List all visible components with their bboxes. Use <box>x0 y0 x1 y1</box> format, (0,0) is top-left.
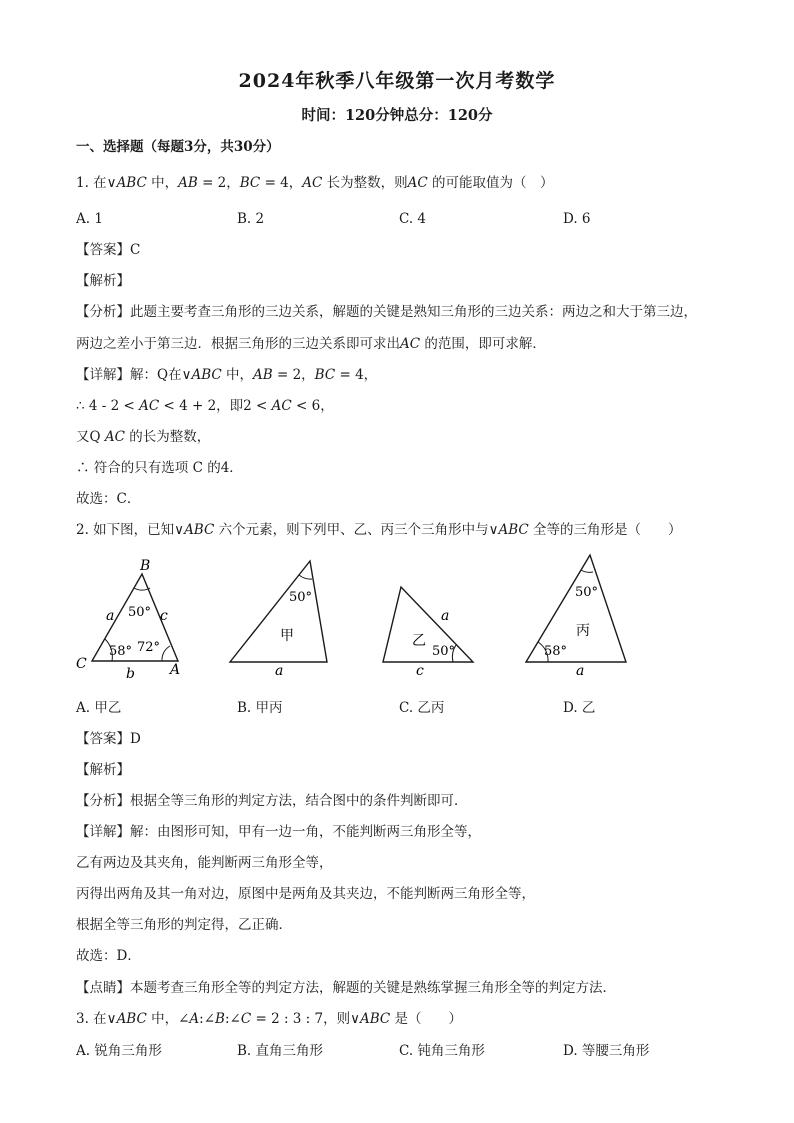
vertex-b-label: B <box>140 558 151 574</box>
angle-a-value: 72° <box>137 640 161 655</box>
q2-answer: 【答案】D <box>76 731 141 747</box>
q1-option-b: B. 2 <box>237 211 265 227</box>
yi-angle-value: 50° <box>432 644 456 659</box>
q2-detail-line3: 丙得出两角及其一角对边，原图中是两角及其夹边，不能判断两三角形全等， <box>76 886 535 902</box>
q1-option-d: D. 6 <box>563 211 591 227</box>
yi-side-a-label: a <box>441 608 450 624</box>
q2-option-d: D. 乙 <box>563 700 596 716</box>
q1-stem: 1. 在∨ABC 中，AB = 2，BC = 4，AC 长为整数，则AC 的可能取值为（ ） <box>76 175 554 191</box>
q2-option-c: C. 乙丙 <box>399 700 445 716</box>
q3-stem: 3. 在∨ABC 中，∠A:∠B:∠C = 2 : 3 : 7，则∨ABC 是（ ） <box>76 1011 463 1027</box>
q1-option-c: C. 4 <box>399 211 427 227</box>
side-a-label: a <box>106 608 115 624</box>
q3-option-d: D. 等腰三角形 <box>563 1043 650 1059</box>
q1-answer: 【答案】C <box>76 242 141 258</box>
triangle-jia-shape <box>230 561 327 662</box>
triangle-yi-shape <box>383 587 473 662</box>
q1-option-a: A. 1 <box>76 211 103 227</box>
q1-conclusion: 故选：C． <box>76 491 141 507</box>
triangle-bing <box>526 555 626 679</box>
bing-side-label: a <box>576 663 585 679</box>
q1-detail-line2: ∴ 4 - 2 < AC < 4 + 2，即2 < AC < 6， <box>76 398 334 414</box>
q1-detail-line1: 【详解】解：Q在∨ABC 中，AB = 2，BC = 4， <box>76 367 378 383</box>
q2-detail-line2: 乙有两边及其夹角，能判断两三角形全等， <box>76 855 333 871</box>
bing-top-angle-value: 50° <box>575 585 599 600</box>
q3-option-c: C. 钝角三角形 <box>399 1043 485 1059</box>
triangle-yi <box>383 587 473 679</box>
q2-stem: 2. 如下图，已知∨ABC 六个元素，则下列甲、乙、丙三个三角形中与∨ABC 全等的三角形是（ ） <box>76 522 682 538</box>
exam-time-info: 时间：120分钟总分：120分 <box>301 107 493 124</box>
q1-detail-line3: 又Q AC 的长为整数， <box>76 429 211 445</box>
bing-left-angle-value: 58° <box>544 644 568 659</box>
page-title: 2024年秋季八年级第一次月考数学 <box>238 70 556 92</box>
yi-side-c-label: c <box>416 663 424 679</box>
q1-analysis-label: 【解析】 <box>76 273 130 289</box>
q3-option-b: B. 直角三角形 <box>237 1043 324 1059</box>
angle-b-value: 50° <box>128 605 152 620</box>
q2-option-a: A. 甲乙 <box>76 700 122 716</box>
vertex-a-label: A <box>170 662 181 678</box>
vertex-c-label: C <box>76 656 87 672</box>
q1-fenxi-line1: 【分析】此题主要考查三角形的三边关系，解题的关键是熟知三角形的三边关系：两边之和大于第三边， <box>76 304 697 320</box>
q1-fenxi-line2: 两边之差小于第三边．根据三角形的三边关系即可求出AC 的范围，即可求解． <box>76 336 546 352</box>
q2-conclusion: 故选：D． <box>76 948 141 964</box>
q2-comment: 【点睛】本题考查三角形全等的判定方法，解题的关键是熟练掌握三角形全等的判定方法． <box>76 980 616 996</box>
bing-name: 丙 <box>576 623 590 639</box>
triangle-bing-shape <box>526 555 626 662</box>
jia-side-label: a <box>275 663 284 679</box>
q2-detail-line1: 【详解】解：由图形可知，甲有一边一角，不能判断两三角形全等， <box>76 824 481 840</box>
jia-angle-value: 50° <box>289 590 313 605</box>
triangle-jia <box>230 561 327 679</box>
angle-a-arc <box>162 646 170 661</box>
yi-name: 乙 <box>412 633 426 649</box>
side-b-label: b <box>126 666 135 682</box>
q2-fenxi: 【分析】根据全等三角形的判定方法，结合图中的条件判断即可． <box>76 793 468 809</box>
q3-option-a: A. 锐角三角形 <box>76 1043 162 1059</box>
jia-name: 甲 <box>280 628 294 644</box>
jia-angle-arc <box>299 575 312 579</box>
q2-detail-line4: 根据全等三角形的判定得，乙正确． <box>76 917 292 933</box>
q1-detail-line4: ∴ 符合的只有选项 C 的4． <box>76 460 243 476</box>
q2-option-b: B. 甲丙 <box>237 700 283 716</box>
section-heading-choice: 一、选择题（每题3分，共30分） <box>76 139 280 155</box>
bing-top-angle-arc <box>581 570 593 572</box>
triangle-abc <box>76 558 180 682</box>
q2-triangle-figure <box>70 552 720 684</box>
angle-c-value: 58° <box>109 644 133 659</box>
side-c-label: c <box>160 608 168 624</box>
q2-analysis-label: 【解析】 <box>76 762 130 778</box>
